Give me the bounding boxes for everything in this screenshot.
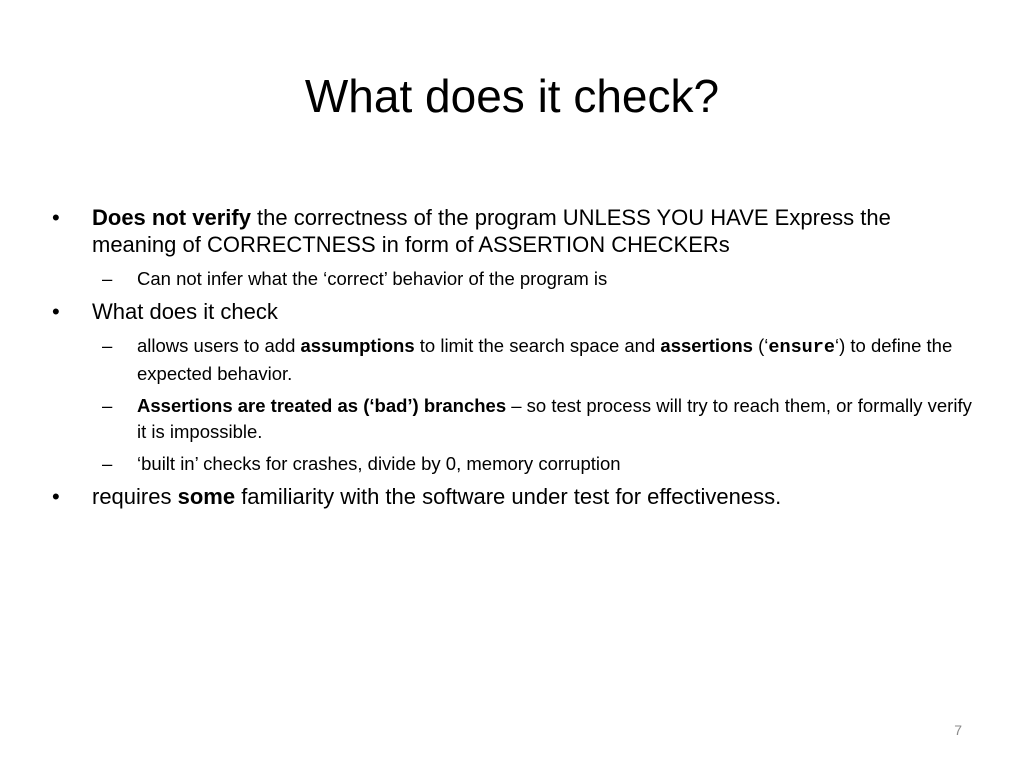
sub-item-assertions-branches <box>52 393 972 445</box>
sub-item-text: – so test process will try to reach them, or formally verify it is impossible. <box>137 395 972 442</box>
page-number: 7 <box>954 722 962 738</box>
sub-item-built-in-checks <box>52 451 972 477</box>
sub-item-text: allows users to add <box>137 335 301 356</box>
bullet-bold-lead: Does not verify <box>92 205 251 230</box>
bullet-item-what-does-it-check <box>52 298 972 325</box>
sub-item-text: (‘ <box>752 335 769 356</box>
dash-icon: – <box>102 453 113 474</box>
bullet-text: familiarity with the software under test for effectiveness. <box>235 484 782 509</box>
bullet-text: What does it check <box>92 299 278 324</box>
slide-title: What does it check? <box>304 70 720 122</box>
dash-icon: – <box>102 268 113 289</box>
dash-icon: – <box>102 335 113 356</box>
bullet-item-does-not-verify <box>52 204 972 258</box>
dash-icon: – <box>102 395 113 416</box>
bullet-bold: some <box>177 484 236 509</box>
bullet-text: the correctness of the program UNLESS YOU HAVE Express the meaning of CORRECTNESS in form of ASSERTION CHECKERs <box>92 205 891 257</box>
sub-item-assumptions <box>52 333 972 387</box>
sub-item-bold: Assertions are treated as (‘bad’) branches <box>137 395 507 416</box>
bullet-item-requires-familiarity <box>52 483 972 510</box>
sub-item-bold: assertions <box>660 335 753 356</box>
sub-item-text: ‘built in’ checks for crashes, divide by 0, memory corruption <box>137 453 621 474</box>
sub-item-text: Can not infer what the ‘correct’ behavior of the program is <box>137 268 608 289</box>
sub-item-cannot-infer <box>52 266 972 292</box>
bullet-text: requires <box>92 484 178 509</box>
bullet-icon: • <box>52 205 60 230</box>
bullet-icon: • <box>52 484 60 509</box>
slide-body <box>52 204 972 518</box>
sub-item-bold: assumptions <box>300 335 415 356</box>
bullet-icon: • <box>52 299 60 324</box>
sub-item-text: to limit the search space and <box>414 335 661 356</box>
sub-item-text: ‘) to define the expected behavior. <box>137 335 953 384</box>
code-keyword: ensure <box>768 337 835 358</box>
